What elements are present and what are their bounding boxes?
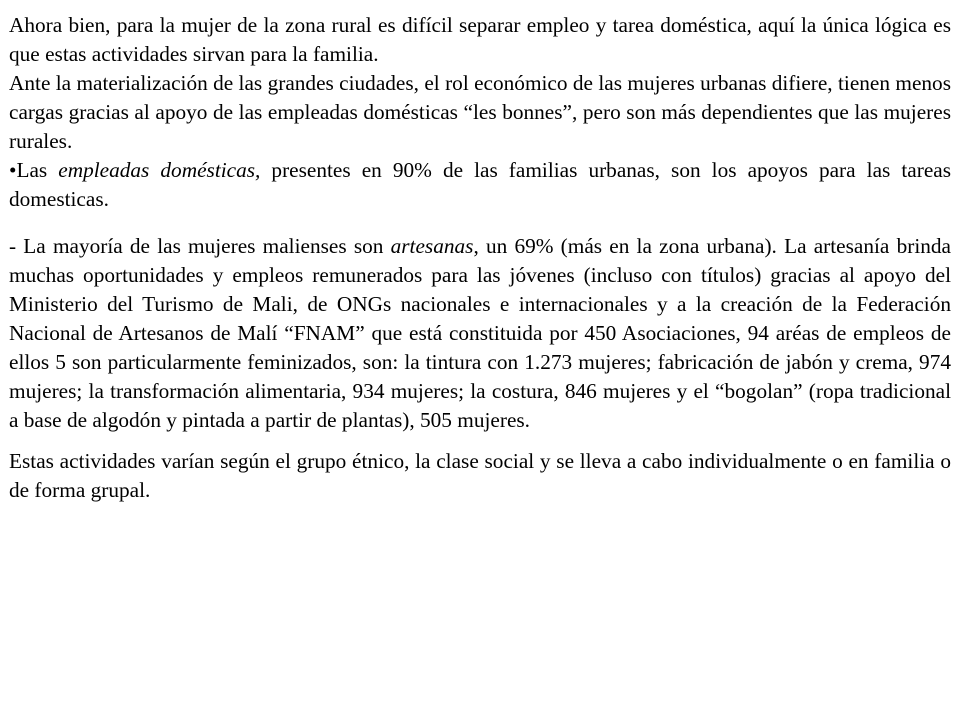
domestic-workers-rest-text: presentes en 90% de las familias urbanas, son los apoyos para las tareas domesticas. <box>9 158 952 211</box>
paragraph-artisans <box>9 232 951 435</box>
bullet-lead-text: •Las <box>9 158 59 182</box>
paragraph-domestic-workers <box>9 156 951 214</box>
paragraph-spacer <box>9 435 951 447</box>
paragraph-urban-women: Ante la materialización de las grandes ciudades, el rol económico de las mujeres urbanas difiere, tienen menos cargas gracias al apoyo de las empleadas domésticas “les bonnes”, pero son más dependientes que las mujeres rurales. <box>9 71 951 153</box>
artisans-rest-text: , un 69% (más en la zona urbana). La artesanía brinda muchas oportunidades y empleos remunerados para las jóvenes (incluso con títulos) gracias al apoyo del Ministerio del Turismo de Mali, de ONGs nacionales e internacionales y a la creación de la Federación Nacional de Artesanos de Malí “FNAM” que está constituida por 450 Asociaciones, 94 aréas de empleos de ellos 5 son particularmente feminizados, son: la tintura con 1.273 mujeres; fabricación de jabón y crema, 974 mujeres; la transformación alimentaria, 934 mujeres; la costura, 846 mujeres y el “bogolan” (ropa tradicional a base de algodón y pintada a partir de plantas), 505 mujeres. <box>9 234 951 432</box>
paragraph-spacer <box>9 214 951 232</box>
paragraph-rural-women: Ahora bien, para la mujer de la zona rural es difícil separar empleo y tarea doméstica, aquí la única lógica es que estas actividades sirvan para la familia. <box>9 13 951 66</box>
document-page <box>9 11 951 505</box>
paragraph-activities: Estas actividades varían según el grupo étnico, la clase social y se lleva a cabo individualmente o en familia o de forma grupal. <box>9 449 951 502</box>
artisans-lead-text: - La mayoría de las mujeres malienses son <box>9 234 391 258</box>
italic-artisans: artesanas <box>390 234 474 258</box>
italic-domestic-workers: empleadas domésticas, <box>58 158 261 182</box>
